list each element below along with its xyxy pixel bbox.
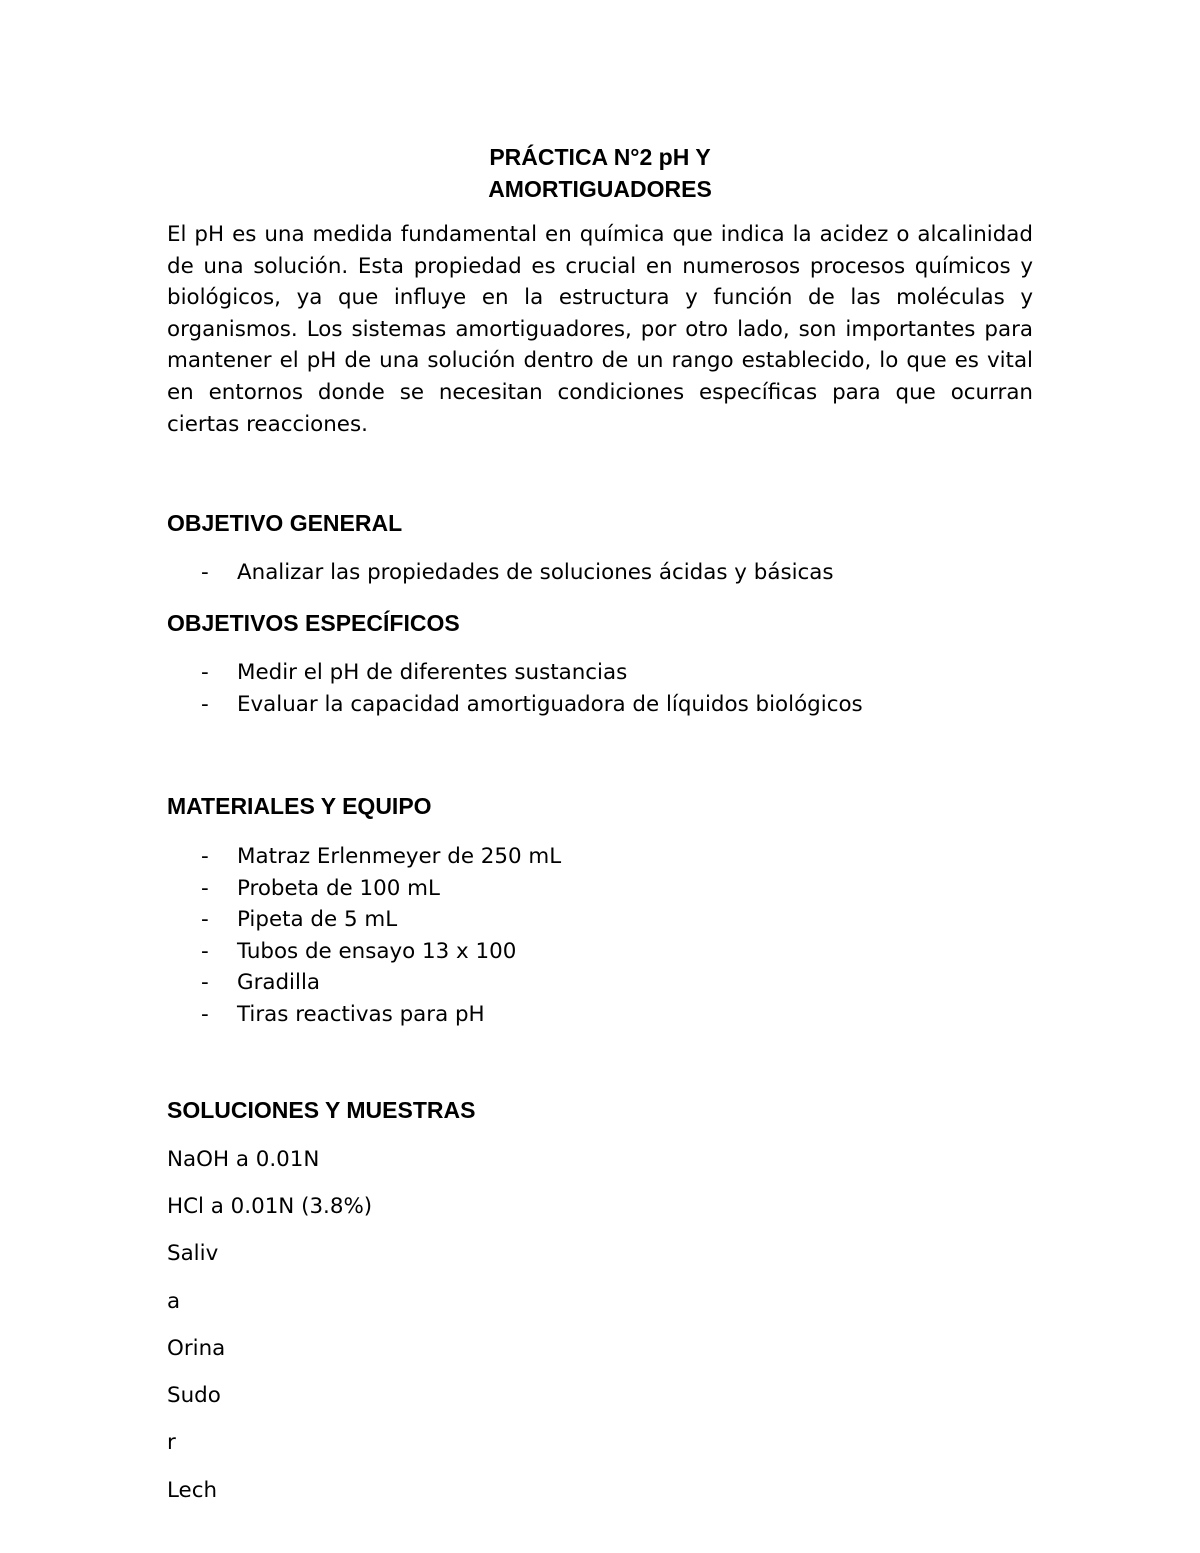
list-item: - Probeta de 100 mL (167, 873, 561, 905)
list-item: - Analizar las propiedades de soluciones ácidas y básicas (167, 557, 834, 589)
bullet-dash: - (201, 875, 209, 901)
title-line-1: PRÁCTICA N°2 pH Y (489, 144, 711, 170)
list-materiales (167, 841, 561, 1030)
bullet-dash: - (201, 560, 209, 585)
list-objetivos-especificos (167, 657, 863, 720)
sample-line: HCl a 0.01N (3.8%) (167, 1194, 373, 1219)
bullet-dash: - (201, 660, 209, 685)
sample-line: Sudo (167, 1383, 221, 1408)
heading-objetivos-especificos: OBJETIVOS ESPECÍFICOS (167, 610, 460, 636)
bullet-dash: - (201, 691, 209, 717)
sample-line: r (167, 1430, 176, 1455)
intro-paragraph: El pH es una medida fundamental en química que indica la acidez o alcalinidad de una solución. Esta propiedad es crucial en numerosos procesos químicos y biológicos, ya que influye en la estructura y función de las moléculas y organismos. Los sistemas amortiguadores, por otro lado, son importantes para mantener el pH de una solución dentro de un rango establecido, lo que es vital en entornos donde se necesitan condiciones específicas para que ocurran ciertas reacciones. (167, 222, 1033, 437)
sample-line: NaOH a 0.01N (167, 1147, 320, 1172)
list-objetivo-general (167, 557, 834, 589)
heading-soluciones-muestras: SOLUCIONES Y MUESTRAS (167, 1097, 476, 1123)
bullet-dash: - (201, 844, 209, 869)
bullet-dash: - (201, 907, 209, 932)
list-item: - Pipeta de 5 mL (167, 904, 561, 936)
bullet-dash: - (201, 970, 209, 995)
list-item: - Medir el pH de diferentes sustancias (167, 657, 863, 689)
list-item: - Evaluar la capacidad amortiguadora de líquidos biológicos (167, 689, 863, 721)
bullet-dash: - (201, 1001, 209, 1027)
list-item: - Tiras reactivas para pH (167, 999, 561, 1031)
title-line-2: AMORTIGUADORES (488, 176, 712, 202)
sample-line: Saliv (167, 1241, 219, 1266)
sample-line: Lech (167, 1478, 218, 1503)
sample-line: a (167, 1289, 181, 1314)
bullet-dash: - (201, 938, 209, 964)
list-item: - Matraz Erlenmeyer de 250 mL (167, 841, 561, 873)
page-title (167, 141, 1033, 205)
heading-materiales-equipo: MATERIALES Y EQUIPO (167, 793, 432, 819)
list-item: - Tubos de ensayo 13 x 100 (167, 936, 561, 968)
list-item: - Gradilla (167, 967, 561, 999)
sample-line: Orina (167, 1336, 226, 1361)
heading-objetivo-general: OBJETIVO GENERAL (167, 510, 403, 536)
